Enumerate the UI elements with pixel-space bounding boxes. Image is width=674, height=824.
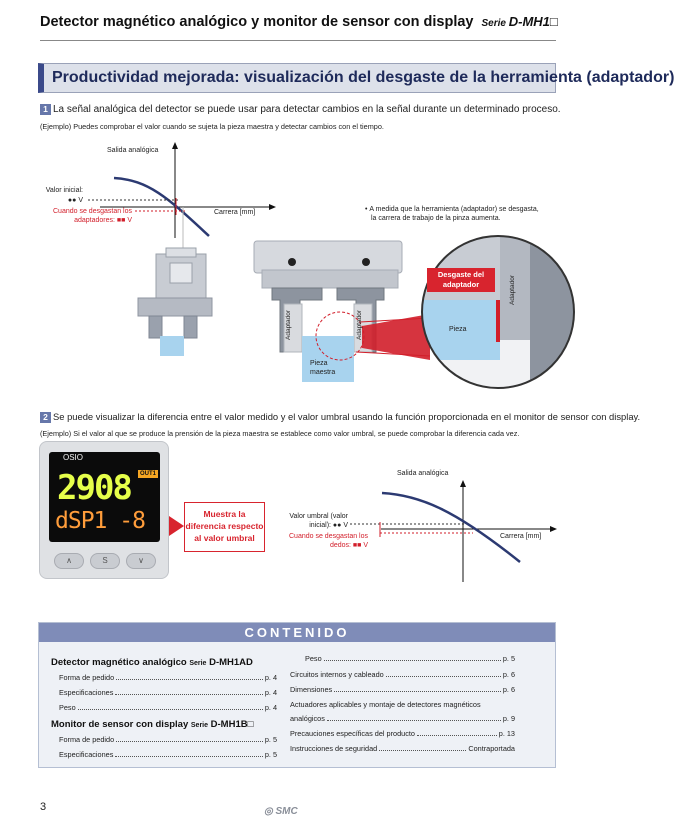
callout-arrow bbox=[169, 516, 184, 536]
smc-logo: ◎ SMC bbox=[264, 806, 298, 817]
difference-line-2: diferencia respecto bbox=[185, 521, 264, 531]
contents-title: CONTENIDO bbox=[39, 623, 555, 642]
header-serie: Serie D-MH1□ bbox=[481, 14, 558, 29]
pieza-maestra-label-2: maestra bbox=[310, 369, 336, 376]
graph-1-worn-label-1: Cuando se desgastan los bbox=[53, 208, 132, 215]
toc-row[interactable]: analógicos p. 9 bbox=[290, 714, 515, 723]
adapter-label-left: Adaptador bbox=[285, 310, 292, 340]
graph-1-initial-value: ●● V bbox=[67, 197, 83, 204]
toc-row[interactable]: Especificaciones p. 4 bbox=[59, 688, 277, 697]
toc-group-2-title: Monitor de sensor con display Serie D-MH1B□ bbox=[51, 719, 254, 730]
note-bullet-1: • A medida que la herramienta (adaptador) se desgasta, bbox=[365, 206, 539, 213]
wear-callout-line-1: Desgaste del bbox=[437, 270, 485, 279]
graph-1-worn-label-2: adaptadores: ■■ V bbox=[74, 217, 132, 224]
graph-2-x-label: Carrera [mm] bbox=[500, 533, 542, 540]
graph-2-x-arrow bbox=[550, 526, 557, 532]
pieza-zoom-label: Pieza bbox=[449, 326, 467, 333]
section-2-example: (Ejemplo) Si el valor al que se produce la prensión de la pieza maestra se establece como valor umbral, se puede comprobar la diferencia cada vez. bbox=[40, 429, 520, 438]
section-1-text: La señal analógica del detector se puede usar para detectar cambios en la señal durante un determinado proceso. bbox=[53, 104, 561, 115]
toc-row[interactable]: Instrucciones de seguridad Contraportada bbox=[290, 744, 515, 753]
graph-1-x-label: Carrera [mm] bbox=[214, 209, 256, 216]
toc-row[interactable]: Forma de pedido p. 4 bbox=[59, 673, 277, 682]
section-2-number: 2 bbox=[40, 412, 51, 423]
contents-box bbox=[38, 622, 556, 768]
toc-row[interactable]: Actuadores aplicables y montaje de detectores magnéticos bbox=[290, 700, 481, 709]
header-title-text: Detector magnético analógico y monitor de sensor con display bbox=[40, 14, 474, 30]
banner-title: Productividad mejorada: visualización del desgaste de la herramienta (adaptador) bbox=[52, 69, 674, 86]
pieza-maestra-label-1: Pieza bbox=[310, 360, 328, 367]
section-2-text: Se puede visualizar la diferencia entre el valor medido y el valor umbral usando la función proporcionada en el monitor de sensor con display. bbox=[53, 411, 641, 422]
graph-1-initial-label: Valor inicial: bbox=[45, 187, 83, 194]
graph-2-y-arrow bbox=[460, 480, 466, 487]
up-button[interactable]: ∧ bbox=[54, 553, 84, 569]
difference-line-3: al valor umbral bbox=[194, 533, 255, 543]
graph-2-threshold-label-1: Valor umbral (valor bbox=[289, 513, 348, 520]
adapter-label-zoom: Adaptador bbox=[509, 275, 516, 305]
toc-row[interactable]: Peso p. 4 bbox=[59, 703, 277, 712]
difference-line-1: Muestra la bbox=[203, 509, 246, 519]
toc-row[interactable]: Dimensiones p. 6 bbox=[290, 685, 515, 694]
toc-row[interactable]: Peso p. 5 bbox=[305, 654, 515, 663]
graph-2-curve bbox=[382, 493, 520, 562]
toc-row[interactable]: Forma de pedido p. 5 bbox=[59, 735, 277, 744]
page-number: 3 bbox=[40, 801, 47, 813]
toc-row[interactable]: Precauciones específicas del producto p. 13 bbox=[290, 729, 515, 738]
graph-2-worn-label-2: dedos: ■■ V bbox=[329, 542, 368, 549]
monitor-brand: OSIO bbox=[63, 453, 84, 462]
monitor-sub-value: dSP1 -8 bbox=[55, 508, 145, 534]
graph-2-threshold-label-2: inicial): ●● V bbox=[309, 522, 348, 529]
difference-callout-box bbox=[184, 502, 265, 552]
set-button[interactable]: S bbox=[90, 553, 120, 569]
monitor-main-value: 2908 bbox=[57, 468, 131, 508]
toc-group-1-title: Detector magnético analógico Serie D-MH1AD bbox=[51, 657, 253, 668]
graph-2-y-label: Salida analógica bbox=[397, 470, 449, 477]
note-line-2: la carrera de trabajo de la pinza aumenta. bbox=[371, 215, 501, 222]
section-1-example: (Ejemplo) Puedes comprobar el valor cuando se sujeta la pieza maestra y detectar cambios con el tiempo. bbox=[40, 122, 384, 131]
graph-2-worn-label-1: Cuando se desgastan los bbox=[289, 533, 368, 540]
section-1-number: 1 bbox=[40, 104, 51, 115]
wear-callout-line-2: adaptador bbox=[442, 280, 480, 289]
toc-row[interactable]: Especificaciones p. 5 bbox=[59, 750, 277, 759]
out1-indicator: OUT1 bbox=[140, 471, 157, 477]
graph-1-y-label: Salida analógica bbox=[107, 147, 159, 154]
adapter-label-right: Adaptador bbox=[356, 310, 363, 340]
toc-row[interactable]: Circuitos internos y cableado p. 6 bbox=[290, 670, 515, 679]
down-button[interactable]: ∨ bbox=[126, 553, 156, 569]
